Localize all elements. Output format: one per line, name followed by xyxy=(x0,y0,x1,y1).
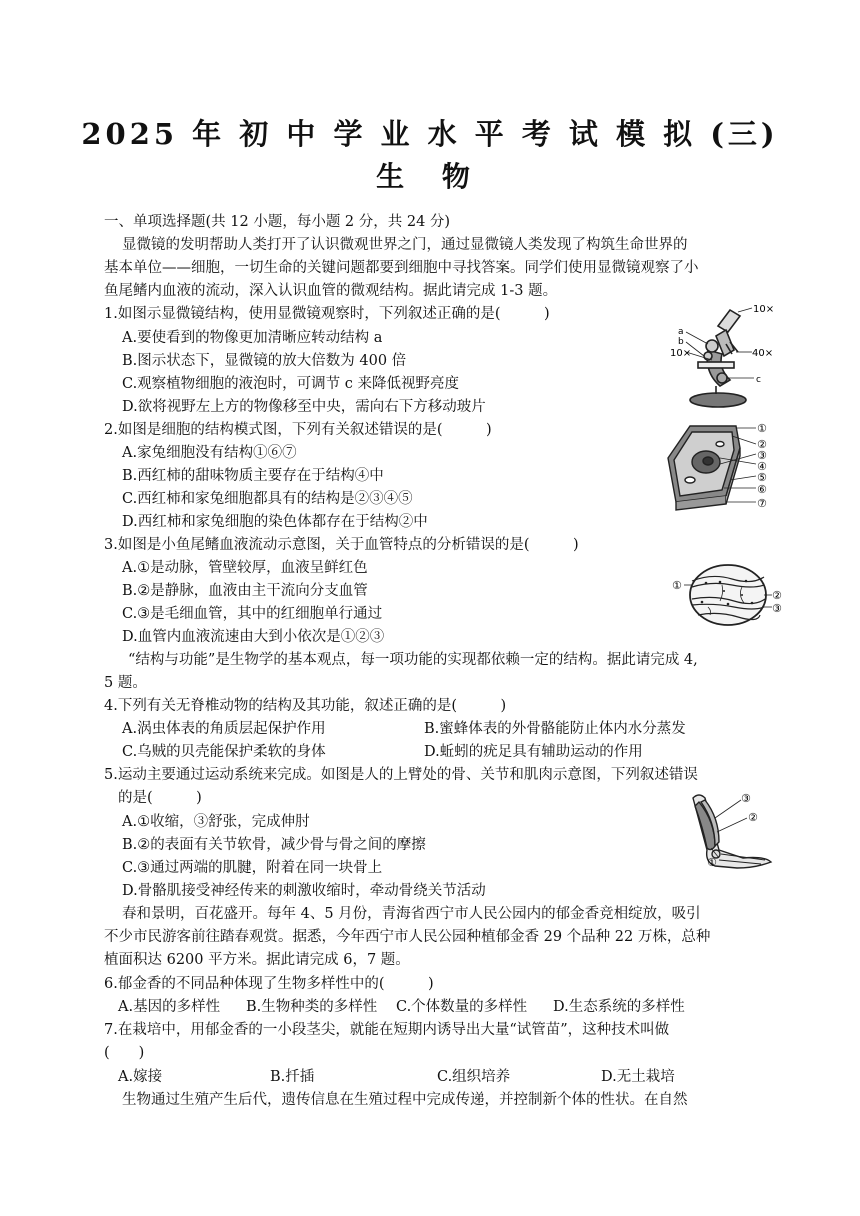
label-2: ② xyxy=(748,811,758,824)
question-2-stem: 2.如图是细胞的结构模式图，下列有关叙述错误的是( ) xyxy=(104,422,492,438)
intro-paragraph: 5 题。 xyxy=(104,675,147,691)
question-5-option-b: B.②的表面有关节软骨，减少骨与骨之间的摩擦 xyxy=(122,837,426,853)
page-subtitle: 生 物 xyxy=(376,160,484,193)
question-6-option-a: A.基因的多样性 xyxy=(118,999,221,1015)
label-4: ④ xyxy=(757,460,767,473)
label-objective-high: 40× xyxy=(752,348,774,359)
question-2-option-a: A.家兔细胞没有结构①⑥⑦ xyxy=(122,445,297,461)
question-5-option-c: C.③通过两端的肌腱，附着在同一块骨上 xyxy=(122,860,383,876)
page-title: 2025 年 初 中 学 业 水 平 考 试 模 拟 (三) xyxy=(81,117,779,151)
question-4-option-a: A.涡虫体表的角质层起保护作用 xyxy=(122,721,326,737)
label-c: c xyxy=(756,375,761,385)
question-7-option-a: A.嫁接 xyxy=(118,1069,163,1085)
question-5-stem-continued: 的是( ) xyxy=(118,790,202,806)
question-6-option-c: C.个体数量的多样性 xyxy=(396,999,528,1015)
question-2-option-c: C.西红柿和家兔细胞都具有的结构是②③④⑤ xyxy=(122,491,413,507)
label-7: ⑦ xyxy=(757,497,767,510)
question-1-option-d: D.欲将视野左上方的物像移至中央，需向右下方移动玻片 xyxy=(122,399,486,415)
label-eyepiece: 10× xyxy=(753,304,775,315)
intro-paragraph: 春和景明，百花盛开。每年 4、5 月份，青海省西宁市人民公园内的郁金香竞相绽放，吸引 xyxy=(122,906,701,922)
intro-paragraph: 基本单位——细胞，一切生命的关键问题都要到细胞中寻找答案。同学们使用显微镜观察了小 xyxy=(104,260,699,276)
question-6-option-b: B.生物种类的多样性 xyxy=(246,999,378,1015)
cell-structure-figure xyxy=(660,418,775,518)
question-1-option-b: B.图示状态下，显微镜的放大倍数为 400 倍 xyxy=(122,353,407,369)
question-3-stem: 3.如图是小鱼尾鳍血液流动示意图，关于血管特点的分析错误的是( ) xyxy=(104,537,579,553)
question-3-option-a: A.①是动脉，管壁较厚，血液呈鲜红色 xyxy=(122,560,368,576)
question-1-stem: 1.如图示显微镜结构，使用显微镜观察时，下列叙述正确的是( ) xyxy=(104,306,550,322)
label-a: a xyxy=(678,327,684,337)
question-6-option-d: D.生态系统的多样性 xyxy=(553,999,685,1015)
label-3: ③ xyxy=(757,449,767,462)
question-5-option-d: D.骨骼肌接受神经传来的刺激收缩时，牵动骨绕关节活动 xyxy=(122,883,486,899)
question-7-option-d: D.无土栽培 xyxy=(601,1069,675,1085)
question-7-stem-continued: ( ) xyxy=(104,1045,145,1061)
question-5-option-a: A.①收缩，③舒张，完成伸肘 xyxy=(122,814,310,830)
label-b: b xyxy=(678,337,684,347)
question-5-stem: 5.运动主要通过运动系统来完成。如图是人的上臂处的骨、关节和肌肉示意图，下列叙述错误 xyxy=(104,767,698,783)
label-5: ⑤ xyxy=(757,471,767,484)
intro-paragraph: 生物通过生殖产生后代，遗传信息在生殖过程中完成传递，并控制新个体的性状。在自然 xyxy=(122,1092,688,1108)
arm-muscle-figure xyxy=(685,788,780,873)
question-4-option-d: D.蚯蚓的疣足具有辅助运动的作用 xyxy=(424,744,643,760)
question-4-option-c: C.乌贼的贝壳能保护柔软的身体 xyxy=(122,744,326,760)
question-4-stem: 4.下列有关无脊椎动物的结构及其功能，叙述正确的是( ) xyxy=(104,698,507,714)
intro-paragraph: 显微镜的发明帮助人类打开了认识微观世界之门，通过显微镜人类发现了构筑生命世界的 xyxy=(122,237,688,253)
question-2-option-d: D.西红柿和家兔细胞的染色体都存在于结构②中 xyxy=(122,514,428,530)
question-6-stem: 6.郁金香的不同品种体现了生物多样性中的( ) xyxy=(104,976,434,992)
question-7-option-c: C.组织培养 xyxy=(437,1069,511,1085)
microscope-figure xyxy=(668,300,780,412)
label-objective-low: 10× xyxy=(670,348,692,359)
question-7-option-b: B.扦插 xyxy=(270,1069,315,1085)
intro-paragraph: “结构与功能”是生物学的基本观点，每一项功能的实现都依赖一定的结构。据此请完成 4, xyxy=(128,652,698,668)
label-6: ⑥ xyxy=(757,483,767,496)
question-1-option-c: C.观察植物细胞的液泡时，可调节 c 来降低视野亮度 xyxy=(122,376,460,392)
label-3: ③ xyxy=(772,602,782,615)
section-heading: 一、单项选择题(共 12 小题，每小题 2 分，共 24 分) xyxy=(104,214,451,230)
intro-paragraph: 鱼尾鳍内血液的流动，深入认识血管的微观结构。据此请完成 1-3 题。 xyxy=(104,283,558,299)
question-1-option-a: A.要使看到的物像更加清晰应转动结构 a xyxy=(122,330,383,346)
intro-paragraph: 植面积达 6200 平方米。据此请完成 6，7 题。 xyxy=(104,952,410,968)
label-1: ① xyxy=(757,422,767,435)
question-7-stem: 7.在栽培中，用郁金香的一小段茎尖，就能在短期内诱导出大量“试管苗”，这种技术叫做 xyxy=(104,1022,670,1038)
label-2: ② xyxy=(772,589,782,602)
question-4-option-b: B.蜜蜂体表的外骨骼能防止体内水分蒸发 xyxy=(424,721,686,737)
intro-paragraph: 不少市民游客前往踏春观赏。据悉，今年西宁市人民公园种植郁金香 29 个品种 22 万株，总种 xyxy=(104,929,711,945)
label-3: ③ xyxy=(741,792,751,805)
label-2: ② xyxy=(757,438,767,451)
blood-flow-figure xyxy=(672,555,784,645)
question-3-option-d: D.血管内血液流速由大到小依次是①②③ xyxy=(122,629,385,645)
question-3-option-b: B.②是静脉，血液由主干流向分支血管 xyxy=(122,583,368,599)
label-1: ① xyxy=(707,856,717,869)
label-1: ① xyxy=(672,579,682,592)
question-3-option-c: C.③是毛细血管，其中的红细胞单行通过 xyxy=(122,606,383,622)
question-2-option-b: B.西红柿的甜味物质主要存在于结构④中 xyxy=(122,468,384,484)
